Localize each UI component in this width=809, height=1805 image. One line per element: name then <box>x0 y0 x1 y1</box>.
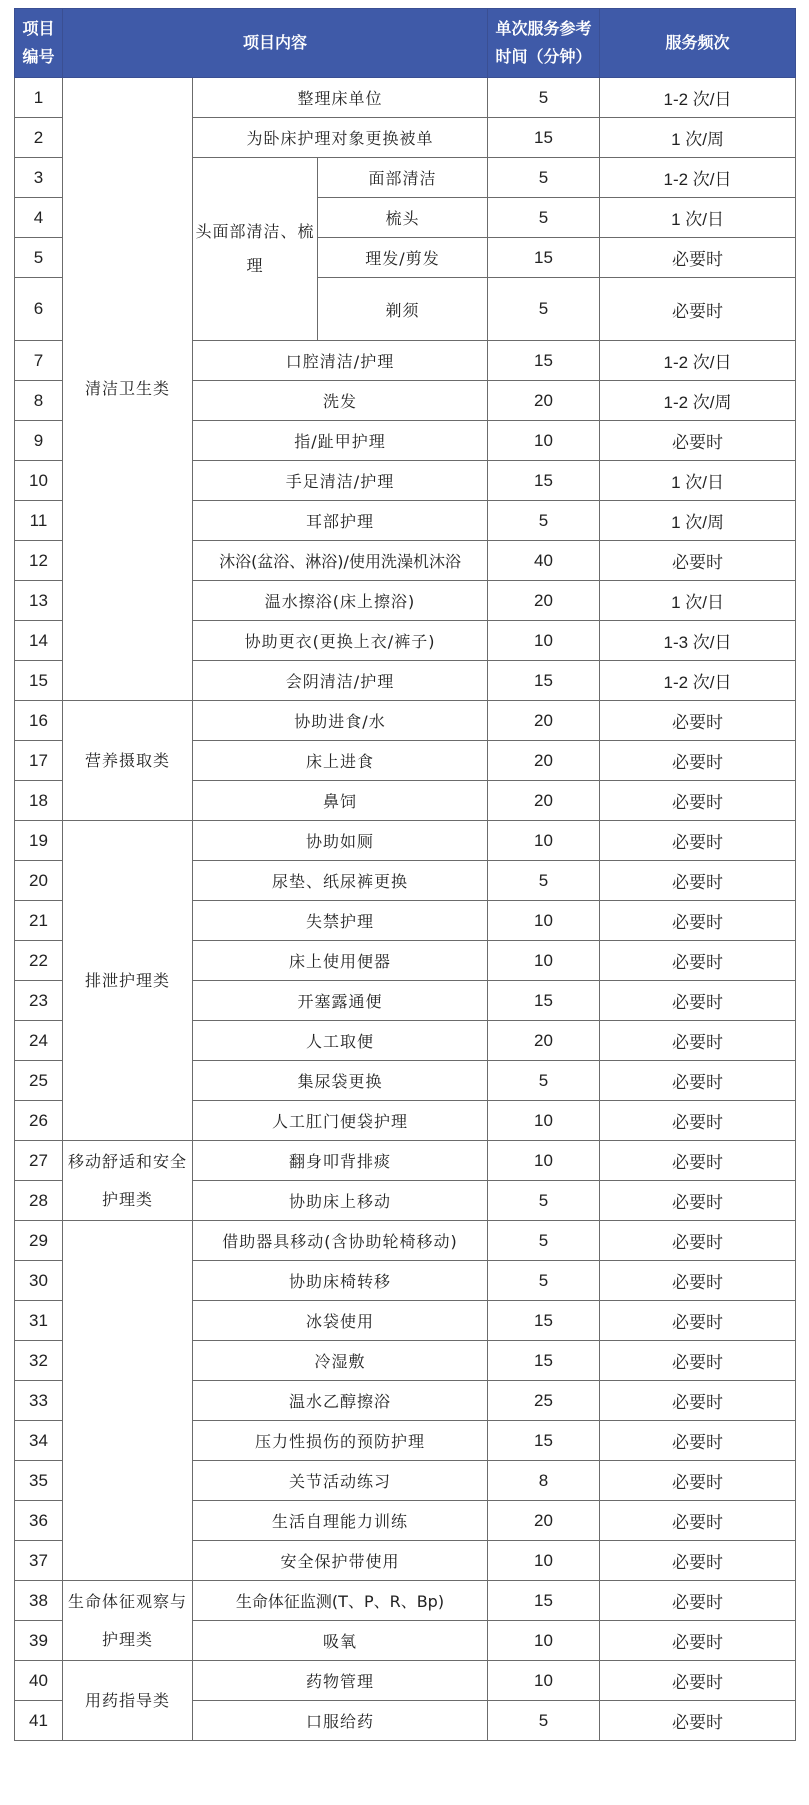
item-frequency: 1 次/周 <box>600 501 796 541</box>
item-content: 剃须 <box>318 278 488 341</box>
item-id: 7 <box>15 341 63 381</box>
header-service-time: 单次服务参考 时间（分钟） <box>488 9 600 78</box>
item-time: 15 <box>488 461 600 501</box>
item-time: 20 <box>488 581 600 621</box>
item-frequency: 必要时 <box>600 981 796 1021</box>
item-id: 28 <box>15 1181 63 1221</box>
table-row <box>15 1141 796 1181</box>
item-id: 3 <box>15 158 63 198</box>
item-time: 25 <box>488 1381 600 1421</box>
item-id: 39 <box>15 1621 63 1661</box>
item-frequency: 必要时 <box>600 1021 796 1061</box>
item-id: 1 <box>15 78 63 118</box>
item-content: 人工肛门便袋护理 <box>193 1101 488 1141</box>
header-item-content: 项目内容 <box>63 9 488 78</box>
item-content: 为卧床护理对象更换被单 <box>193 118 488 158</box>
item-content: 吸氧 <box>193 1621 488 1661</box>
item-frequency: 必要时 <box>600 861 796 901</box>
item-id: 5 <box>15 238 63 278</box>
item-frequency: 必要时 <box>600 1381 796 1421</box>
item-frequency: 必要时 <box>600 1341 796 1381</box>
item-id: 41 <box>15 1701 63 1741</box>
item-content: 生活自理能力训练 <box>193 1501 488 1541</box>
item-id: 10 <box>15 461 63 501</box>
item-frequency: 必要时 <box>600 421 796 461</box>
item-id: 8 <box>15 381 63 421</box>
item-id: 30 <box>15 1261 63 1301</box>
item-content: 借助器具移动(含协助轮椅移动) <box>193 1221 488 1261</box>
category-cleaning: 清洁卫生类 <box>63 78 193 701</box>
table-header-row <box>15 9 796 78</box>
item-content: 洗发 <box>193 381 488 421</box>
item-frequency: 必要时 <box>600 941 796 981</box>
item-time: 5 <box>488 158 600 198</box>
item-frequency: 1 次/日 <box>600 198 796 238</box>
item-time: 10 <box>488 1141 600 1181</box>
item-content: 温水擦浴(床上擦浴) <box>193 581 488 621</box>
item-id: 14 <box>15 621 63 661</box>
item-time: 10 <box>488 901 600 941</box>
item-content: 面部清洁 <box>318 158 488 198</box>
item-content: 协助如厕 <box>193 821 488 861</box>
item-time: 5 <box>488 1181 600 1221</box>
item-time: 5 <box>488 1061 600 1101</box>
item-time: 10 <box>488 621 600 661</box>
item-frequency: 必要时 <box>600 781 796 821</box>
item-content: 指/趾甲护理 <box>193 421 488 461</box>
item-content: 药物管理 <box>193 1661 488 1701</box>
item-content: 理发/剪发 <box>318 238 488 278</box>
item-frequency: 1 次/周 <box>600 118 796 158</box>
item-id: 37 <box>15 1541 63 1581</box>
item-id: 21 <box>15 901 63 941</box>
item-time: 15 <box>488 1421 600 1461</box>
category-medication: 用药指导类 <box>63 1661 193 1741</box>
category-excretion: 排泄护理类 <box>63 821 193 1141</box>
item-content: 尿垫、纸尿裤更换 <box>193 861 488 901</box>
item-id: 18 <box>15 781 63 821</box>
category-nutrition: 营养摄取类 <box>63 701 193 821</box>
item-time: 10 <box>488 1541 600 1581</box>
item-id: 38 <box>15 1581 63 1621</box>
item-time: 15 <box>488 981 600 1021</box>
item-id: 33 <box>15 1381 63 1421</box>
item-content: 整理床单位 <box>193 78 488 118</box>
item-content: 集尿袋更换 <box>193 1061 488 1101</box>
item-frequency: 1-2 次/日 <box>600 341 796 381</box>
item-content: 冷湿敷 <box>193 1341 488 1381</box>
item-id: 9 <box>15 421 63 461</box>
header-service-frequency: 服务频次 <box>600 9 796 78</box>
item-time: 15 <box>488 118 600 158</box>
item-id: 32 <box>15 1341 63 1381</box>
subgroup-head-care: 头面部清洁、梳 理 <box>193 158 318 341</box>
item-time: 5 <box>488 278 600 341</box>
item-time: 10 <box>488 941 600 981</box>
item-time: 15 <box>488 238 600 278</box>
item-id: 24 <box>15 1021 63 1061</box>
item-frequency: 必要时 <box>600 238 796 278</box>
item-content: 人工取便 <box>193 1021 488 1061</box>
item-id: 36 <box>15 1501 63 1541</box>
item-id: 20 <box>15 861 63 901</box>
table-row <box>15 1661 796 1701</box>
item-content: 生命体征监测(T、P、R、Bp) <box>193 1581 488 1621</box>
item-content: 协助进食/水 <box>193 701 488 741</box>
item-time: 20 <box>488 381 600 421</box>
item-id: 2 <box>15 118 63 158</box>
item-time: 20 <box>488 1021 600 1061</box>
item-id: 22 <box>15 941 63 981</box>
category-mobility-safety: 移动舒适和安全 护理类 <box>63 1141 193 1221</box>
table-row <box>15 821 796 861</box>
item-frequency: 必要时 <box>600 1621 796 1661</box>
item-frequency: 必要时 <box>600 1421 796 1461</box>
item-frequency: 必要时 <box>600 701 796 741</box>
item-frequency: 必要时 <box>600 901 796 941</box>
item-content: 鼻饲 <box>193 781 488 821</box>
item-frequency: 必要时 <box>600 821 796 861</box>
item-frequency: 必要时 <box>600 1461 796 1501</box>
item-content: 温水乙醇擦浴 <box>193 1381 488 1421</box>
item-content: 手足清洁/护理 <box>193 461 488 501</box>
table-row <box>15 701 796 741</box>
item-time: 10 <box>488 1101 600 1141</box>
item-content: 沐浴(盆浴、淋浴)/使用洗澡机沐浴 <box>193 541 488 581</box>
item-time: 15 <box>488 1581 600 1621</box>
item-content: 失禁护理 <box>193 901 488 941</box>
item-time: 15 <box>488 341 600 381</box>
item-id: 31 <box>15 1301 63 1341</box>
item-frequency: 必要时 <box>600 1701 796 1741</box>
item-content: 开塞露通便 <box>193 981 488 1021</box>
item-content: 协助更衣(更换上衣/裤子) <box>193 621 488 661</box>
item-time: 20 <box>488 741 600 781</box>
item-time: 5 <box>488 861 600 901</box>
item-id: 15 <box>15 661 63 701</box>
item-content: 关节活动练习 <box>193 1461 488 1501</box>
item-frequency: 必要时 <box>600 1581 796 1621</box>
item-frequency: 1-2 次/日 <box>600 158 796 198</box>
item-time: 10 <box>488 1661 600 1701</box>
item-frequency: 必要时 <box>600 1181 796 1221</box>
item-frequency: 1-2 次/日 <box>600 661 796 701</box>
item-id: 27 <box>15 1141 63 1181</box>
table-row <box>15 1581 796 1621</box>
item-time: 5 <box>488 1221 600 1261</box>
item-frequency: 必要时 <box>600 1261 796 1301</box>
item-id: 25 <box>15 1061 63 1101</box>
item-id: 23 <box>15 981 63 1021</box>
item-frequency: 1-2 次/周 <box>600 381 796 421</box>
category-empty <box>63 1221 193 1581</box>
item-content: 安全保护带使用 <box>193 1541 488 1581</box>
item-frequency: 1-2 次/日 <box>600 78 796 118</box>
item-time: 40 <box>488 541 600 581</box>
item-content: 床上进食 <box>193 741 488 781</box>
item-frequency: 必要时 <box>600 1541 796 1581</box>
item-id: 4 <box>15 198 63 238</box>
item-frequency: 1 次/日 <box>600 581 796 621</box>
item-frequency: 必要时 <box>600 278 796 341</box>
item-id: 19 <box>15 821 63 861</box>
item-id: 35 <box>15 1461 63 1501</box>
item-id: 17 <box>15 741 63 781</box>
item-time: 20 <box>488 701 600 741</box>
item-content: 床上使用便器 <box>193 941 488 981</box>
category-vital-signs: 生命体征观察与 护理类 <box>63 1581 193 1661</box>
item-id: 13 <box>15 581 63 621</box>
item-id: 29 <box>15 1221 63 1261</box>
item-frequency: 必要时 <box>600 1661 796 1701</box>
item-id: 40 <box>15 1661 63 1701</box>
item-time: 15 <box>488 661 600 701</box>
item-id: 6 <box>15 278 63 341</box>
header-item-id: 项目 编号 <box>15 9 63 78</box>
item-id: 34 <box>15 1421 63 1461</box>
item-time: 20 <box>488 781 600 821</box>
item-frequency: 必要时 <box>600 1061 796 1101</box>
table-row <box>15 78 796 118</box>
item-frequency: 必要时 <box>600 541 796 581</box>
item-time: 10 <box>488 421 600 461</box>
item-frequency: 必要时 <box>600 1501 796 1541</box>
item-content: 冰袋使用 <box>193 1301 488 1341</box>
item-frequency: 必要时 <box>600 1221 796 1261</box>
item-time: 15 <box>488 1341 600 1381</box>
item-content: 压力性损伤的预防护理 <box>193 1421 488 1461</box>
item-time: 8 <box>488 1461 600 1501</box>
service-items-table <box>14 8 796 1741</box>
item-time: 5 <box>488 78 600 118</box>
item-time: 20 <box>488 1501 600 1541</box>
item-time: 10 <box>488 1621 600 1661</box>
item-time: 5 <box>488 1701 600 1741</box>
item-id: 26 <box>15 1101 63 1141</box>
item-content: 协助床椅转移 <box>193 1261 488 1301</box>
item-time: 5 <box>488 501 600 541</box>
item-content: 口腔清洁/护理 <box>193 341 488 381</box>
item-content: 翻身叩背排痰 <box>193 1141 488 1181</box>
service-table-container <box>14 8 795 1741</box>
item-time: 5 <box>488 198 600 238</box>
item-content: 协助床上移动 <box>193 1181 488 1221</box>
item-id: 11 <box>15 501 63 541</box>
item-frequency: 1-3 次/日 <box>600 621 796 661</box>
item-time: 10 <box>488 821 600 861</box>
item-frequency: 必要时 <box>600 1141 796 1181</box>
item-frequency: 必要时 <box>600 1101 796 1141</box>
item-content: 口服给药 <box>193 1701 488 1741</box>
item-id: 16 <box>15 701 63 741</box>
item-content: 梳头 <box>318 198 488 238</box>
item-frequency: 1 次/日 <box>600 461 796 501</box>
item-frequency: 必要时 <box>600 741 796 781</box>
item-id: 12 <box>15 541 63 581</box>
table-row <box>15 1221 796 1261</box>
item-content: 会阴清洁/护理 <box>193 661 488 701</box>
item-time: 5 <box>488 1261 600 1301</box>
item-content: 耳部护理 <box>193 501 488 541</box>
item-time: 15 <box>488 1301 600 1341</box>
item-frequency: 必要时 <box>600 1301 796 1341</box>
